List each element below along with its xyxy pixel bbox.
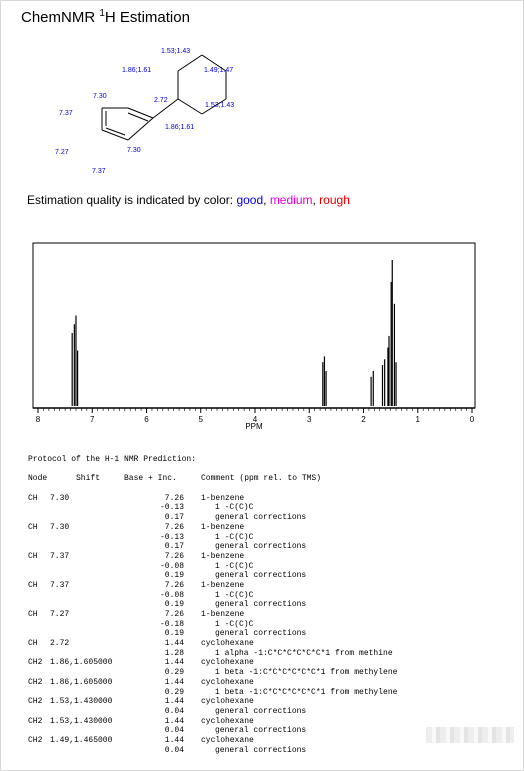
- comment-cell: 1 -C(C)C: [215, 532, 254, 542]
- shift-cell: 1.49,1.465000: [50, 735, 113, 745]
- protocol-row: [28, 571, 508, 581]
- protocol-row: [28, 707, 508, 717]
- comment-cell: 1-benzene: [201, 610, 245, 619]
- comment-cell: 1-benzene: [201, 493, 245, 503]
- shift-label: 1.53;1.43: [161, 48, 191, 55]
- base-cell: 1.44: [164, 677, 184, 687]
- quality-prefix: Estimation quality is indicated by color:: [27, 193, 237, 207]
- comment-cell: cyclohexane: [201, 677, 254, 687]
- quality-sep: ,: [263, 193, 270, 207]
- node-cell: CH: [28, 639, 38, 649]
- protocol-row: [28, 523, 508, 533]
- x-tick-label: 0: [469, 415, 475, 424]
- base-cell: 0.17: [164, 542, 184, 552]
- protocol-row: [28, 649, 508, 659]
- protocol-rows: [28, 494, 508, 756]
- quality-medium: medium: [269, 193, 313, 207]
- blurred-watermark: [426, 727, 514, 743]
- comment-cell: cyclohexane: [201, 658, 254, 668]
- base-cell: 7.26: [164, 580, 184, 590]
- x-tick-label: 2: [361, 415, 366, 424]
- base-cell: 7.26: [164, 551, 184, 561]
- base-cell: 0.19: [164, 629, 184, 639]
- comment-cell: 1-benzene: [201, 551, 245, 561]
- comment-cell: 1-benzene: [201, 580, 245, 590]
- protocol-row: [28, 591, 508, 601]
- node-cell: CH: [28, 580, 38, 590]
- shift-cell: 7.30: [50, 493, 70, 503]
- node-cell: CH: [28, 522, 38, 532]
- shift-label: 1.53;1.43: [205, 102, 235, 109]
- quality-rough: rough: [319, 193, 350, 207]
- shift-cell: 7.27: [50, 610, 70, 619]
- base-cell: 0.04: [164, 726, 184, 736]
- shift-label: 7.37: [59, 110, 73, 117]
- x-tick-label: 3: [307, 415, 312, 424]
- base-cell: -0.18: [159, 619, 184, 629]
- shift-label: 7.30: [93, 93, 107, 100]
- base-cell: 0.19: [164, 600, 184, 610]
- col-shift: Shift: [76, 474, 101, 484]
- protocol-row: [28, 678, 508, 688]
- x-axis-label: PPM: [245, 422, 263, 431]
- prediction-protocol: [28, 455, 508, 755]
- base-cell: -0.13: [159, 503, 184, 513]
- comment-cell: 1 alpha -1:C*C*C*C*C*C*1 from methine: [215, 648, 393, 658]
- node-cell: CH: [28, 610, 38, 619]
- molecule-structure: [50, 40, 260, 180]
- quality-sep: ,: [312, 193, 320, 207]
- col-comment: Comment (ppm rel. to TMS): [201, 474, 322, 484]
- comment-cell: cyclohexane: [201, 716, 254, 726]
- peak-series: [72, 260, 396, 406]
- comment-cell: 1 beta -1:C*C*C*C*C*C*1 from methylene: [215, 687, 398, 697]
- protocol-row: [28, 620, 508, 630]
- shift-label: 1.86;1.61: [165, 124, 195, 131]
- comment-cell: general corrections: [215, 513, 307, 523]
- title-superscript: 1: [99, 8, 105, 19]
- base-cell: 1.44: [164, 697, 184, 707]
- shift-label: 7.37: [92, 168, 106, 175]
- protocol-row: [28, 688, 508, 698]
- protocol-row: [28, 639, 508, 649]
- node-cell: CH: [28, 493, 38, 503]
- base-cell: -0.13: [159, 532, 184, 542]
- protocol-heading: [28, 455, 508, 465]
- base-cell: 7.26: [164, 493, 184, 503]
- base-cell: 1.44: [164, 658, 184, 668]
- col-node: Node: [28, 474, 48, 484]
- shift-cell: 2.72: [50, 639, 70, 649]
- shift-label: 1.49;1.47: [204, 67, 234, 74]
- comment-cell: cyclohexane: [201, 639, 254, 649]
- protocol-row: [28, 581, 508, 591]
- spacer: [28, 484, 508, 494]
- shift-cell: 1.53,1.430000: [50, 716, 113, 726]
- x-tick-label: 7: [90, 415, 95, 424]
- protocol-row: [28, 668, 508, 678]
- comment-cell: general corrections: [215, 542, 307, 552]
- base-cell: -0.08: [159, 561, 184, 571]
- comment-cell: 1-benzene: [201, 522, 245, 532]
- shift-cell: 7.30: [50, 522, 70, 532]
- shift-cell: 7.37: [50, 551, 70, 561]
- comment-cell: cyclohexane: [201, 697, 254, 707]
- page-title: [21, 8, 190, 26]
- quality-good: good: [236, 193, 264, 207]
- comment-cell: cyclohexane: [201, 735, 254, 745]
- protocol-row: [28, 697, 508, 707]
- shift-cell: 1.86,1.605000: [50, 677, 113, 687]
- base-cell: 0.29: [164, 687, 184, 697]
- protocol-row: [28, 503, 508, 513]
- shift-cell: 7.37: [50, 580, 70, 590]
- shift-cell: 1.53,1.430000: [50, 697, 113, 707]
- shift-label: 1.86;1.61: [122, 67, 152, 74]
- base-cell: 7.26: [164, 610, 184, 619]
- protocol-column-headers: [28, 474, 508, 484]
- x-tick-label: 5: [198, 415, 203, 424]
- plot-frame: [33, 243, 475, 408]
- protocol-row: [28, 658, 508, 668]
- shift-label: 7.30: [127, 147, 141, 154]
- node-cell: CH: [28, 551, 38, 561]
- base-cell: 0.19: [164, 571, 184, 581]
- comment-cell: 1 beta -1:C*C*C*C*C*C*1 from methylene: [215, 668, 398, 678]
- protocol-row: [28, 610, 508, 620]
- comment-cell: 1 -C(C)C: [215, 503, 254, 513]
- protocol-row: [28, 494, 508, 504]
- shift-label: 7.27: [55, 149, 69, 156]
- title-suffix: H Estimation: [104, 9, 190, 26]
- comment-cell: general corrections: [215, 629, 307, 639]
- comment-cell: 1 -C(C)C: [215, 590, 254, 600]
- protocol-row: [28, 533, 508, 543]
- comment-cell: 1 -C(C)C: [215, 619, 254, 629]
- node-cell: CH2: [28, 697, 43, 707]
- x-tick-label: 6: [144, 415, 149, 424]
- shift-cell: 1.86,1.605000: [50, 658, 113, 668]
- base-cell: 0.17: [164, 513, 184, 523]
- base-cell: 0.04: [164, 706, 184, 716]
- comment-cell: 1 -C(C)C: [215, 561, 254, 571]
- protocol-row: [28, 629, 508, 639]
- nmr-spectrum-chart: [30, 240, 480, 440]
- col-base: Base + Inc.: [124, 474, 177, 484]
- node-cell: CH2: [28, 716, 43, 726]
- spacer: [28, 465, 508, 475]
- protocol-row: [28, 717, 508, 727]
- base-cell: 1.28: [164, 648, 184, 658]
- x-tick-label: 1: [415, 415, 420, 424]
- base-cell: 1.44: [164, 716, 184, 726]
- comment-cell: general corrections: [215, 706, 307, 716]
- node-cell: CH2: [28, 735, 43, 745]
- protocol-row: [28, 746, 508, 756]
- base-cell: 0.29: [164, 668, 184, 678]
- protocol-row: [28, 600, 508, 610]
- base-cell: 1.44: [164, 639, 184, 649]
- base-cell: 7.26: [164, 522, 184, 532]
- protocol-row: [28, 513, 508, 523]
- comment-cell: general corrections: [215, 745, 307, 755]
- protocol-row: [28, 552, 508, 562]
- base-cell: 0.04: [164, 745, 184, 755]
- protocol-row: [28, 562, 508, 572]
- x-tick-label: 8: [35, 415, 41, 424]
- x-tick-label: 4: [252, 415, 258, 424]
- node-cell: CH2: [28, 658, 43, 668]
- shift-label: 2.72: [154, 97, 168, 104]
- title-prefix: ChemNMR: [21, 9, 100, 26]
- protocol-row: [28, 542, 508, 552]
- base-cell: -0.08: [159, 590, 184, 600]
- comment-cell: general corrections: [215, 726, 307, 736]
- base-cell: 1.44: [164, 735, 184, 745]
- estimation-quality-note: [27, 193, 350, 207]
- protocol-heading-text: Protocol of the H-1 NMR Prediction:: [28, 455, 197, 464]
- benzene-ring: [102, 108, 153, 140]
- comment-cell: general corrections: [215, 571, 307, 581]
- node-cell: CH2: [28, 677, 43, 687]
- comment-cell: general corrections: [215, 600, 307, 610]
